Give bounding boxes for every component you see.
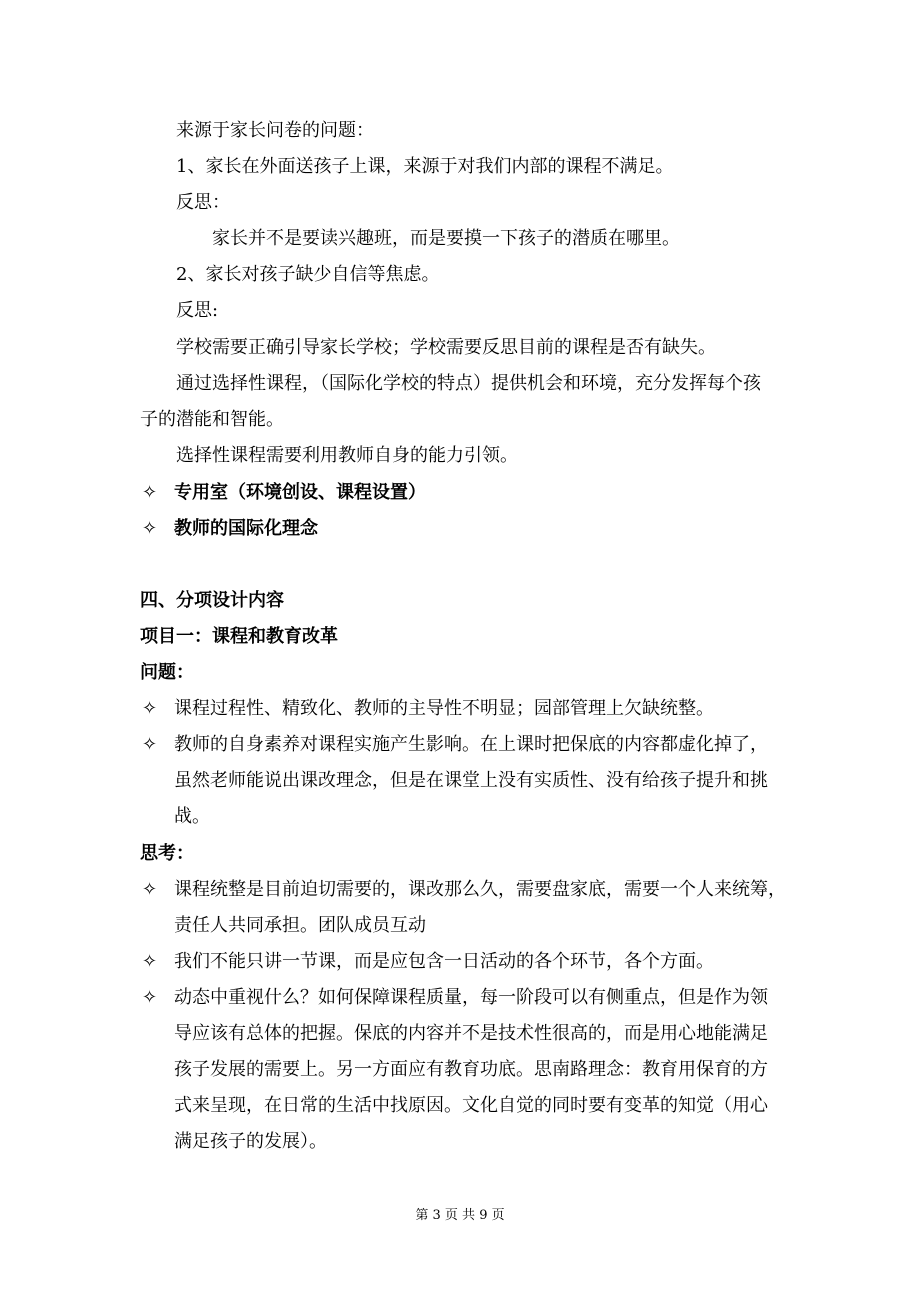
section-heading: 四、分项设计内容 <box>140 590 284 611</box>
intro-line: 子的潜能和智能。 <box>140 409 284 430</box>
intro-line: 反思： <box>176 192 230 213</box>
project-title: 项目一：课程和教育改革 <box>140 626 338 647</box>
thought-line: 课程统整是目前迫切需要的，课改那么久，需要盘家底，需要一个人来统筹， <box>174 879 786 900</box>
diamond-bullet-icon: ✧ <box>142 987 158 1008</box>
top-bullet-item: 教师的国际化理念 <box>174 518 318 539</box>
intro-line: 学校需要正确引导家长学校；学校需要反思目前的课程是否有缺失。 <box>176 337 716 358</box>
intro-line: 1、家长在外面送孩子上课，来源于对我们内部的课程不满足。 <box>176 156 674 177</box>
problem-label: 问题： <box>140 662 194 683</box>
diamond-bullet-icon: ✧ <box>142 951 158 972</box>
problem-line: 虽然老师能说出课改理念，但是在课堂上没有实质性、没有给孩子提升和挑 <box>174 770 768 791</box>
page-footer: 第 3 页 共 9 页 <box>415 1208 505 1223</box>
intro-line: 选择性课程需要利用教师自身的能力引领。 <box>176 445 518 466</box>
diamond-bullet-icon: ✧ <box>142 482 158 503</box>
intro-line: 家长并不是要读兴趣班，而是要摸一下孩子的潜质在哪里。 <box>212 228 680 249</box>
diamond-bullet-icon: ✧ <box>142 879 158 900</box>
thought-line: 责任人共同承担。团队成员互动 <box>174 915 426 936</box>
problem-line: 战。 <box>174 806 210 827</box>
diamond-bullet-icon: ✧ <box>142 734 158 755</box>
thought-line: 导应该有总体的把握。保底的内容并不是技术性很高的，而是用心地能满足 <box>174 1023 768 1044</box>
intro-line: 2、家长对孩子缺少自信等焦虑。 <box>176 264 440 285</box>
thought-line: 动态中重视什么？如何保障课程质量，每一阶段可以有侧重点，但是作为领 <box>174 987 768 1008</box>
intro-line: 通过选择性课程，（国际化学校的特点）提供机会和环境，充分发挥每个孩 <box>176 373 761 394</box>
problem-line: 课程过程性、精致化、教师的主导性不明显；园部管理上欠缺统整。 <box>174 698 714 719</box>
problem-line: 教师的自身素养对课程实施产生影响。在上课时把保底的内容都虚化掉了， <box>174 734 768 755</box>
intro-line: 来源于家长问卷的问题： <box>176 120 374 141</box>
thought-line: 孩子发展的需要上。另一方面应有教育功底。思南路理念：教育用保育的方 <box>174 1059 768 1080</box>
intro-line: 反思: <box>176 300 219 321</box>
thought-line: 式来呈现，在日常的生活中找原因。文化自觉的同时要有变革的知觉（用心 <box>174 1095 768 1116</box>
diamond-bullet-icon: ✧ <box>142 698 158 719</box>
diamond-bullet-icon: ✧ <box>142 518 158 539</box>
top-bullet-item: 专用室（环境创设、课程设置） <box>174 482 426 503</box>
thought-line: 我们不能只讲一节课，而是应包含一日活动的各个环节，各个方面。 <box>174 951 714 972</box>
thought-line: 满足孩子的发展）。 <box>174 1131 327 1152</box>
think-label: 思考： <box>140 843 194 864</box>
